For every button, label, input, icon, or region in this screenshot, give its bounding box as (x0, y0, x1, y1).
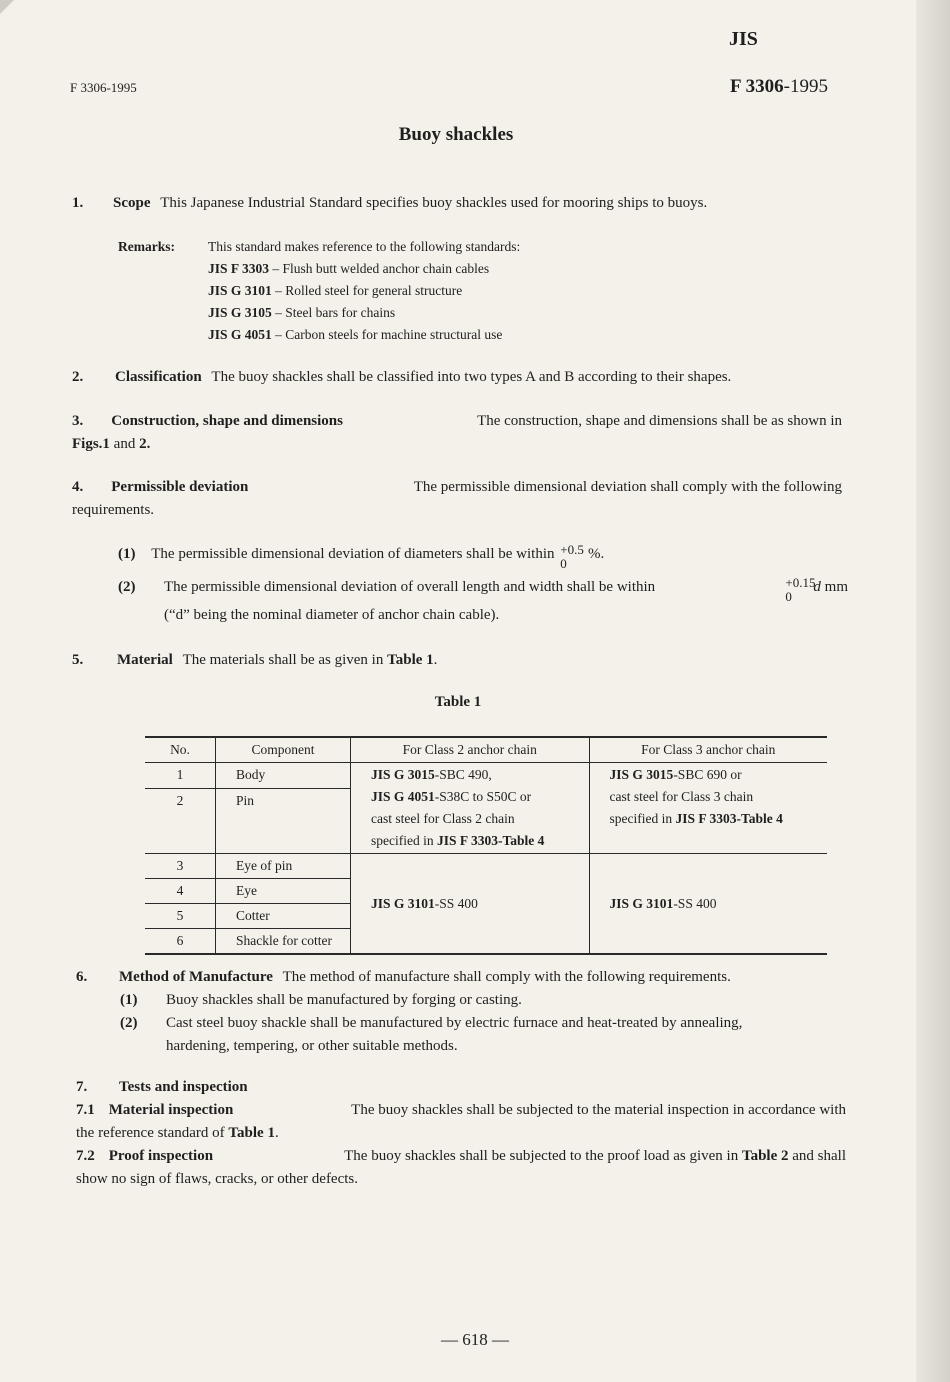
cell-no: 2 (145, 789, 216, 854)
col-class2: For Class 2 anchor chain (351, 737, 590, 763)
page-number: — 618 — (441, 1330, 509, 1349)
table-header-row (145, 737, 827, 763)
section-manufacture (76, 966, 846, 1058)
item-text: The permissible dimensional deviation of overall length and width shall be within (164, 579, 656, 595)
page-title: Buoy shackles (398, 124, 514, 145)
table-caption: Table 1 (434, 694, 482, 710)
std-code: JIS G 3101 (609, 895, 674, 911)
subsection-text-cont: show no sign of flaws, cracks, or other defects. (76, 1171, 359, 1187)
section-heading: Construction, shape and dimensions (111, 413, 343, 429)
table-ref: Table 1 (387, 652, 434, 668)
section-construction (72, 410, 842, 456)
subsection-number: 7.1 (76, 1102, 95, 1118)
section-deviation (72, 476, 842, 522)
subsection-heading: Proof inspection (108, 1148, 214, 1164)
cell-line: specified in (371, 833, 434, 848)
section-text: This Japanese Industrial Standard specifies buoy shackles used for mooring ships to buoys. (160, 195, 708, 211)
unit: mm (824, 579, 848, 595)
section-heading: Permissible deviation (111, 479, 249, 495)
section-tests (76, 1076, 846, 1191)
standard-desc: – Carbon steels for machine structural use (275, 327, 503, 342)
remarks-item (208, 302, 818, 324)
std-grade: -S38C to S50C or (434, 789, 532, 804)
std-grade: -SS 400 (434, 895, 478, 911)
section-classification (72, 366, 852, 389)
deviation-item-2 (118, 576, 848, 627)
cell-component: Body (216, 763, 351, 789)
item-number: (2) (118, 579, 136, 595)
remarks-item (208, 258, 818, 280)
remarks-item (208, 280, 818, 302)
header-code: F 3306 (730, 76, 784, 97)
jis-mark: JIS (729, 28, 758, 50)
section-heading: Tests and inspection (119, 1079, 248, 1095)
section-material (72, 649, 852, 672)
figs-ref: Figs.1 (72, 436, 110, 452)
subsection-number: 7.2 (76, 1148, 95, 1164)
section-number: 7. (76, 1079, 88, 1095)
subsection-text-cont: the reference standard of (76, 1125, 225, 1141)
subsection-heading: Material inspection (108, 1102, 234, 1118)
tolerance (558, 541, 584, 571)
col-class3: For Class 3 anchor chain (589, 737, 827, 763)
remarks-label: Remarks: (118, 239, 175, 254)
col-no: No. (145, 737, 216, 763)
header-standard-code-right (730, 76, 828, 98)
cell-no: 3 (145, 854, 216, 879)
section-text: The materials shall be as given in (182, 652, 384, 668)
std-ref: JIS F 3303-Table 4 (675, 811, 783, 826)
table-row (145, 763, 827, 789)
cell-component: Pin (216, 789, 351, 854)
tolerance-upper: +0.15 (785, 574, 816, 590)
std-grade: -SBC 690 or (673, 767, 742, 782)
remarks-intro: This standard makes reference to the following standards: (208, 239, 521, 254)
section-heading: Scope (113, 195, 151, 211)
standard-code: JIS G 4051 (208, 327, 272, 342)
section-text: The construction, shape and dimensions shall be as shown in (477, 413, 842, 429)
std-grade: -SS 400 (673, 895, 717, 911)
standard-code: JIS G 3101 (208, 283, 272, 298)
materials-table (145, 736, 827, 955)
item-text-cont: hardening, tempering, or other suitable methods. (166, 1038, 458, 1054)
std-code: JIS G 3015 (609, 767, 674, 782)
section-heading: Method of Manufacture (119, 969, 273, 985)
page-corner (0, 0, 14, 14)
std-ref: JIS F 3303-Table 4 (436, 833, 545, 848)
section-number: 2. (72, 369, 84, 385)
section-text-cont: requirements. (72, 502, 155, 518)
item-text: The permissible dimensional deviation of diameters shall be within (151, 546, 555, 562)
col-component: Component (216, 737, 351, 763)
subsection-text: and shall (792, 1148, 846, 1164)
cell-line: cast steel for Class 3 chain (609, 789, 754, 804)
subsection-text: The buoy shackles shall be subjected to the proof load as given in (344, 1148, 739, 1164)
subsection-text: The buoy shackles shall be subjected to the material inspection in accordance with (351, 1102, 846, 1118)
item-text: Cast steel buoy shackle shall be manufactured by electric furnace and heat-treated by annealing, (166, 1015, 743, 1031)
tolerance (783, 574, 816, 604)
standard-desc: – Steel bars for chains (275, 305, 396, 320)
section-number: 3. (72, 413, 84, 429)
tolerance-lower: 0 (560, 555, 567, 571)
std-code: JIS G 3015 (371, 767, 435, 782)
unit-d: d (813, 579, 821, 595)
std-code: JIS G 3101 (371, 895, 435, 911)
standard-code: JIS F 3303 (208, 261, 270, 276)
deviation-item-1 (118, 541, 848, 571)
section-number: 4. (72, 479, 84, 495)
remarks-item (208, 324, 818, 346)
cell-class3-group1 (589, 763, 827, 854)
section-number: 6. (76, 969, 88, 985)
section-number: 1. (72, 195, 84, 211)
item-number: (1) (120, 992, 138, 1008)
cell-class3-group2 (589, 854, 827, 955)
section-text: The permissible dimensional deviation shall comply with the following (413, 479, 842, 495)
fig2-ref: 2. (139, 436, 151, 452)
cell-line: specified in (609, 811, 673, 826)
section-scope (72, 192, 852, 215)
remarks-block (118, 236, 818, 346)
section-number: 5. (72, 652, 84, 668)
tolerance-lower: 0 (785, 588, 792, 604)
cell-no: 6 (145, 929, 216, 955)
cell-class2-group1 (351, 763, 590, 854)
section-text: The buoy shackles shall be classified into two types A and B according to their shapes. (211, 369, 732, 385)
page-edge-shadow (916, 0, 950, 1382)
header-year: -1995 (783, 76, 828, 97)
standard-desc: – Flush butt welded anchor chain cables (272, 261, 490, 276)
conjunction: and (113, 436, 136, 452)
cell-component: Shackle for cotter (216, 929, 351, 955)
cell-no: 1 (145, 763, 216, 789)
item-text: Buoy shackles shall be manufactured by forging or casting. (166, 992, 522, 1008)
cell-no: 4 (145, 879, 216, 904)
header-standard-code-left: F 3306-1995 (70, 80, 137, 95)
unit: %. (588, 546, 605, 562)
punct: . (433, 652, 438, 668)
cell-component: Eye (216, 879, 351, 904)
cell-no: 5 (145, 904, 216, 929)
item-number: (2) (120, 1015, 138, 1031)
item-note: (“d” being the nominal diameter of anchor chain cable). (164, 607, 500, 623)
standard-desc: – Rolled steel for general structure (275, 283, 463, 298)
tolerance-upper: +0.5 (560, 541, 584, 557)
punct: . (274, 1125, 279, 1141)
section-heading: Material (117, 652, 173, 668)
std-grade: -SBC 490, (434, 767, 492, 782)
cell-component: Eye of pin (216, 854, 351, 879)
table-ref: Table 1 (228, 1125, 275, 1141)
table-ref: Table 2 (741, 1148, 789, 1164)
section-heading: Classification (115, 369, 202, 385)
cell-line: cast steel for Class 2 chain (371, 811, 515, 826)
cell-component: Cotter (216, 904, 351, 929)
section-text: The method of manufacture shall comply with the following requirements. (282, 969, 731, 985)
standard-code: JIS G 3105 (208, 305, 272, 320)
table-row (145, 854, 827, 879)
item-number: (1) (118, 546, 136, 562)
cell-class2-group2 (351, 854, 590, 955)
std-code: JIS G 4051 (371, 789, 435, 804)
